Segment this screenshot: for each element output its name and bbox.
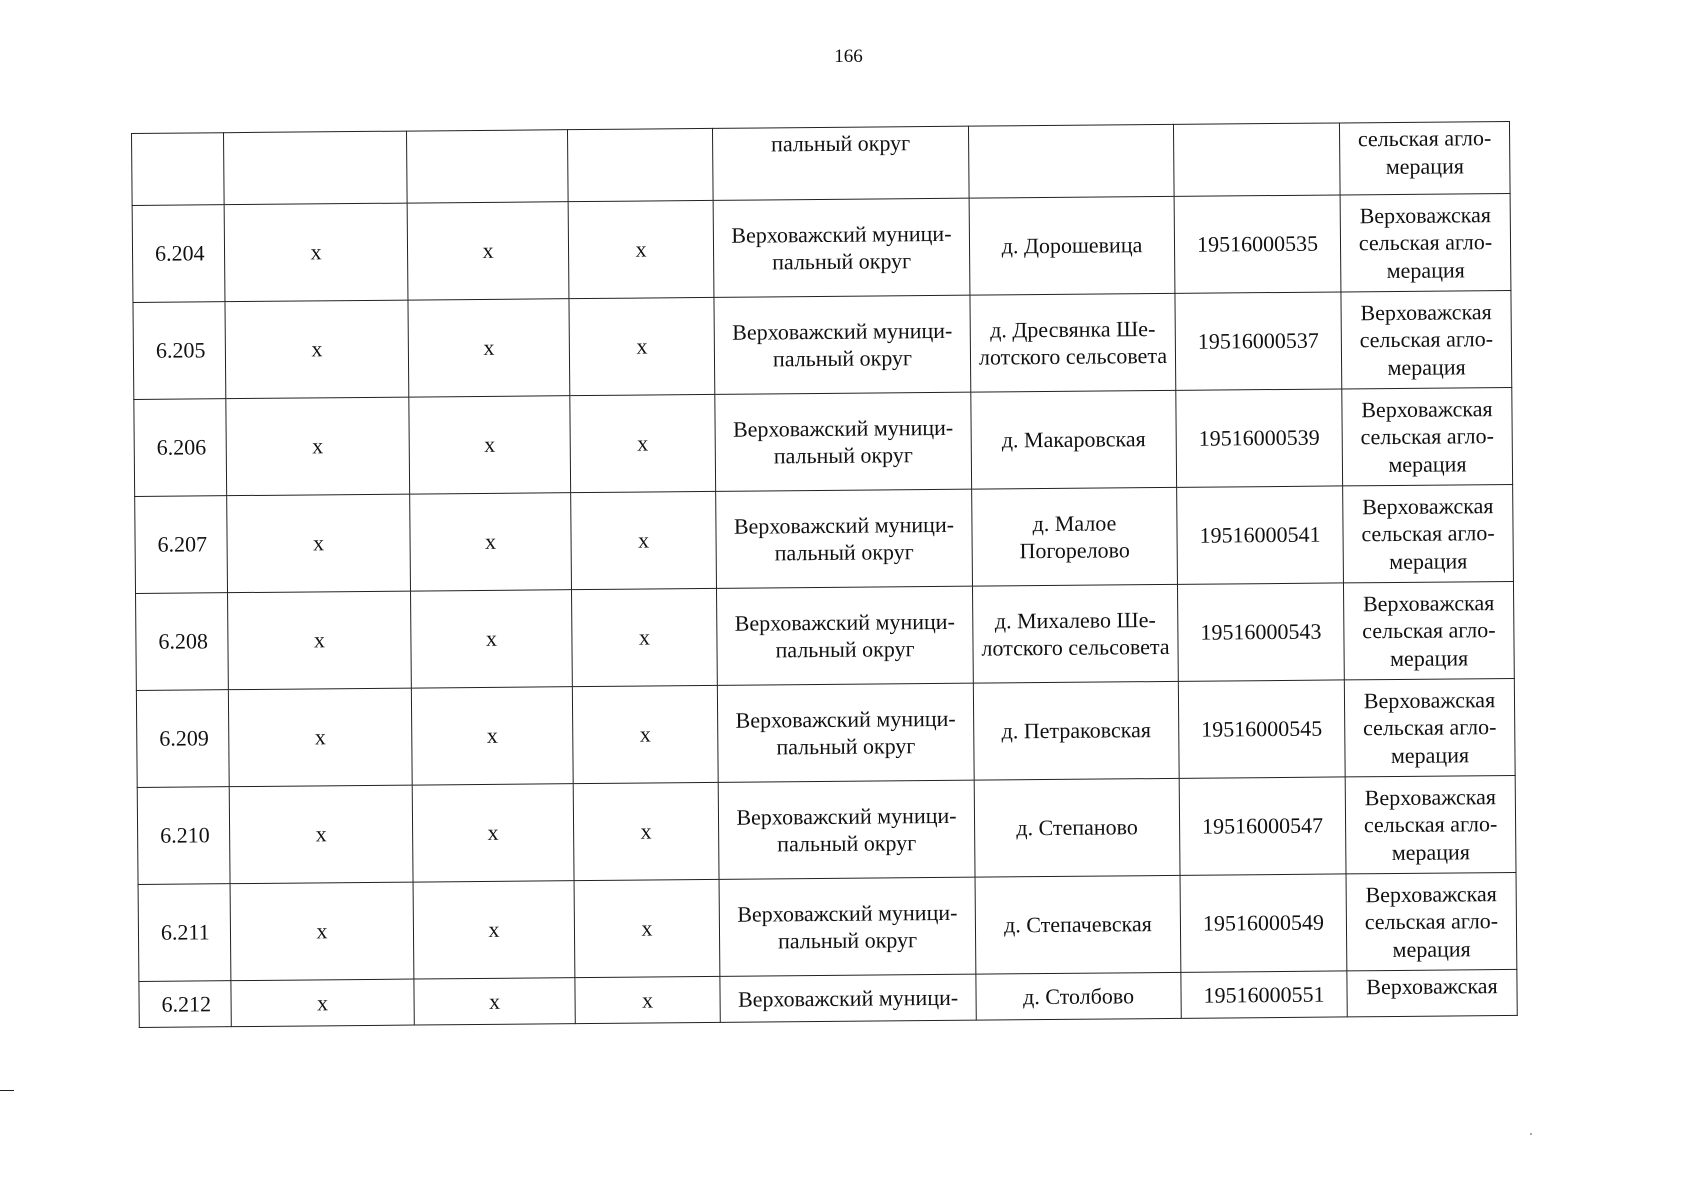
cell-municipality: Верховажский муници- пальный округ	[713, 198, 970, 297]
cell-settlement: д. Дорошевица	[969, 196, 1175, 295]
cell-agglomeration: сельская агло- мерация	[1339, 121, 1510, 194]
cell-num: 6.208	[136, 593, 229, 691]
margin-mark	[0, 1090, 14, 1091]
cell-num: 6.212	[139, 981, 231, 1028]
cell-agglomeration: Верховажская сельская агло- мерация	[1340, 193, 1511, 291]
cell-code: 19516000541	[1177, 486, 1344, 584]
cell-col4: х	[572, 685, 718, 783]
cell-col2: х	[225, 300, 409, 399]
cell-settlement: д. Степачевская	[975, 875, 1181, 974]
cell-col2: х	[227, 494, 411, 593]
cell-num: 6.207	[135, 496, 228, 594]
cell-settlement: д. Столбово	[976, 972, 1181, 1020]
cell-settlement: д. Степаново	[974, 778, 1180, 877]
cell-col4	[567, 128, 713, 201]
page-number: 166	[834, 46, 863, 67]
cell-agglomeration: Верховажская сельская агло- мерация	[1342, 387, 1513, 485]
cell-settlement: д. Малое Погорелово	[972, 487, 1178, 586]
cell-col4: х	[569, 297, 715, 395]
cell-col2: х	[228, 688, 412, 787]
cell-col2: х	[228, 591, 412, 690]
cell-col4: х	[575, 976, 720, 1023]
cell-col4: х	[573, 782, 719, 880]
cell-municipality: Верховажский муници- пальный округ	[714, 295, 971, 394]
table-body	[132, 121, 1518, 1027]
cell-col3: х	[414, 978, 575, 1025]
table-row	[138, 872, 1517, 981]
cell-num: 6.210	[137, 787, 230, 885]
settlements-table	[131, 121, 1518, 1028]
cell-agglomeration: Верховажская сельская агло- мерация	[1346, 872, 1517, 970]
cell-code: 19516000545	[1178, 680, 1345, 778]
cell-num: 6.209	[136, 690, 229, 788]
cell-col3	[406, 130, 568, 203]
cell-col3: х	[413, 881, 575, 979]
scan-speck	[1530, 1133, 1532, 1135]
cell-col3: х	[408, 299, 570, 397]
cell-settlement: д. Макаровская	[971, 390, 1177, 489]
cell-settlement: д. Михалево Ше- лотского сельсовета	[972, 584, 1178, 683]
cell-agglomeration: Верховажская сельская агло- мерация	[1345, 775, 1516, 873]
cell-municipality: Верховажский муници- пальный округ	[716, 586, 973, 685]
cell-municipality: Верховажский муници- пальный округ	[716, 489, 973, 588]
cell-col4: х	[572, 588, 718, 686]
cell-col3: х	[407, 202, 569, 300]
table-row	[136, 581, 1515, 690]
cell-num: 6.206	[134, 399, 227, 497]
cell-col2: х	[226, 397, 410, 496]
cell-col3: х	[412, 784, 574, 882]
cell-code: 19516000551	[1181, 971, 1347, 1018]
table-row	[137, 775, 1516, 884]
table-row	[133, 290, 1512, 399]
cell-col2: х	[230, 882, 414, 981]
cell-col2: х	[229, 785, 413, 884]
cell-code: 19516000535	[1174, 195, 1341, 293]
cell-agglomeration: Верховажская сельская агло- мерация	[1344, 678, 1515, 776]
cell-agglomeration: Верховажская	[1347, 969, 1517, 1016]
cell-col3: х	[409, 396, 571, 494]
cell-col2: х	[231, 979, 414, 1027]
cell-municipality: Верховажский муници- пальный округ	[717, 683, 974, 782]
cell-col2	[224, 131, 408, 205]
cell-code: 19516000549	[1180, 874, 1347, 972]
cell-agglomeration: Верховажская сельская агло- мерация	[1343, 581, 1514, 679]
cell-col3: х	[411, 687, 573, 785]
cell-num: 6.204	[132, 205, 225, 303]
cell-num: 6.205	[133, 302, 226, 400]
cell-col4: х	[571, 491, 717, 589]
cell-col3: х	[410, 493, 572, 591]
cell-municipality: Верховажский муници-	[720, 974, 976, 1022]
cell-code: 19516000537	[1175, 292, 1342, 390]
cell-num: 6.211	[138, 884, 231, 982]
continuation-row	[132, 121, 1511, 205]
cell-code: 19516000539	[1176, 389, 1343, 487]
cell-settlement: д. Дресвянка Ше- лотского сельсовета	[970, 293, 1176, 392]
cell-col4: х	[568, 200, 714, 298]
cell-code: 19516000543	[1177, 583, 1344, 681]
cell-settlement	[968, 124, 1174, 198]
cell-municipality: пальный округ	[712, 126, 969, 200]
table-row	[134, 387, 1513, 496]
cell-code: 19516000547	[1179, 777, 1346, 875]
cell-num	[132, 133, 225, 206]
cell-col4: х	[574, 879, 720, 977]
cell-municipality: Верховажский муници- пальный округ	[715, 392, 972, 491]
table-row	[136, 678, 1515, 787]
cell-col2: х	[224, 203, 408, 302]
cell-municipality: Верховажский муници- пальный округ	[719, 877, 976, 976]
cell-code	[1173, 123, 1340, 196]
table-container	[131, 121, 1518, 1028]
cell-municipality: Верховажский муници- пальный округ	[718, 780, 975, 879]
cell-col4: х	[570, 394, 716, 492]
table-row	[132, 193, 1511, 302]
cell-agglomeration: Верховажская сельская агло- мерация	[1341, 290, 1512, 388]
table-row	[135, 484, 1514, 593]
cell-settlement: д. Петраковская	[973, 681, 1179, 780]
cell-col3: х	[411, 590, 573, 688]
cell-agglomeration: Верховажская сельская агло- мерация	[1343, 484, 1514, 582]
